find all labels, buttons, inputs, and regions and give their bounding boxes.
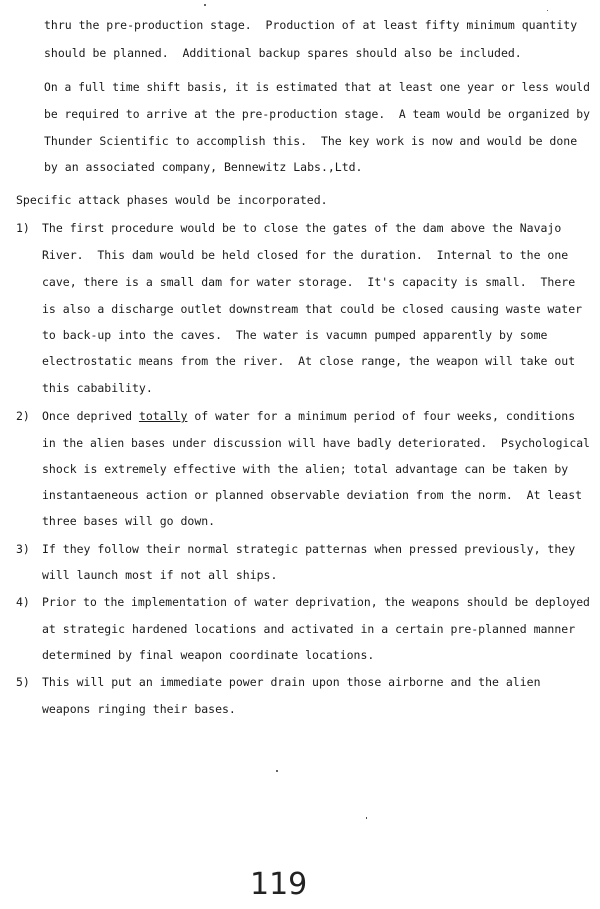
text-line: should be planned. Additional backup spares should also be included. [44, 46, 522, 60]
item-line: to back-up into the caves. The water is vacumn pumped apparently by some [42, 328, 548, 342]
item-line: cave, there is a small dam for water storage. It's capacity is small. There [42, 275, 576, 289]
item-line: at strategic hardened locations and activated in a certain pre-planned manner [42, 622, 576, 636]
item-line: is also a discharge outlet downstream that could be closed causing waste water [42, 302, 583, 316]
item-line: weapons ringing their bases. [42, 702, 236, 716]
item-number: 4) [16, 595, 30, 609]
underlined-word: totally [138, 409, 188, 423]
item-line-end: of water for a minimum period of four weeks, conditions [187, 409, 576, 423]
scan-speck [276, 770, 278, 772]
item-line [42, 409, 575, 423]
item-line: will launch most if not all ships. [42, 568, 278, 582]
item-line-start: Once deprived [42, 409, 139, 423]
text-line: thru the pre-production stage. Production of at least fifty minimum quantity [44, 18, 578, 32]
item-line: shock is extremely effective with the alien; total advantage can be taken by [42, 462, 569, 476]
item-line: in the alien bases under discussion will have badly deteriorated. Psychological [42, 436, 590, 450]
item-number: 2) [16, 409, 30, 423]
text-line: Thunder Scientific to accomplish this. The key work is now and would be done [44, 134, 578, 148]
page-number: 119 [250, 867, 308, 902]
scan-speck [204, 4, 206, 6]
item-line: three bases will go down. [42, 514, 216, 528]
item-line: instantaeneous action or planned observable deviation from the norm. At least [42, 488, 583, 502]
item-number: 5) [16, 675, 30, 689]
text-line: by an associated company, Bennewitz Labs.,Ltd. [44, 160, 363, 174]
item-line: this cabability. [42, 381, 153, 395]
section-intro: Specific attack phases would be incorporated. [16, 193, 328, 207]
item-number: 1) [16, 221, 30, 235]
text-line: be required to arrive at the pre-production stage. A team would be organized by [44, 107, 590, 121]
item-line: electrostatic means from the river. At close range, the weapon will take out [42, 354, 576, 368]
item-line: determined by final weapon coordinate locations. [42, 648, 375, 662]
item-line: Prior to the implementation of water deprivation, the weapons should be deployed [42, 595, 590, 609]
item-number: 3) [16, 542, 30, 556]
item-line: If they follow their normal strategic patternas when pressed previously, they [42, 542, 576, 556]
text-line: On a full time shift basis, it is estimated that at least one year or less would [44, 80, 590, 94]
scan-speck [547, 10, 548, 11]
scan-speck [366, 817, 367, 819]
item-line: The first procedure would be to close the gates of the dam above the Navajo [42, 221, 562, 235]
item-line: River. This dam would be held closed for the duration. Internal to the one [42, 248, 569, 262]
item-line: This will put an immediate power drain upon those airborne and the alien [42, 675, 541, 689]
